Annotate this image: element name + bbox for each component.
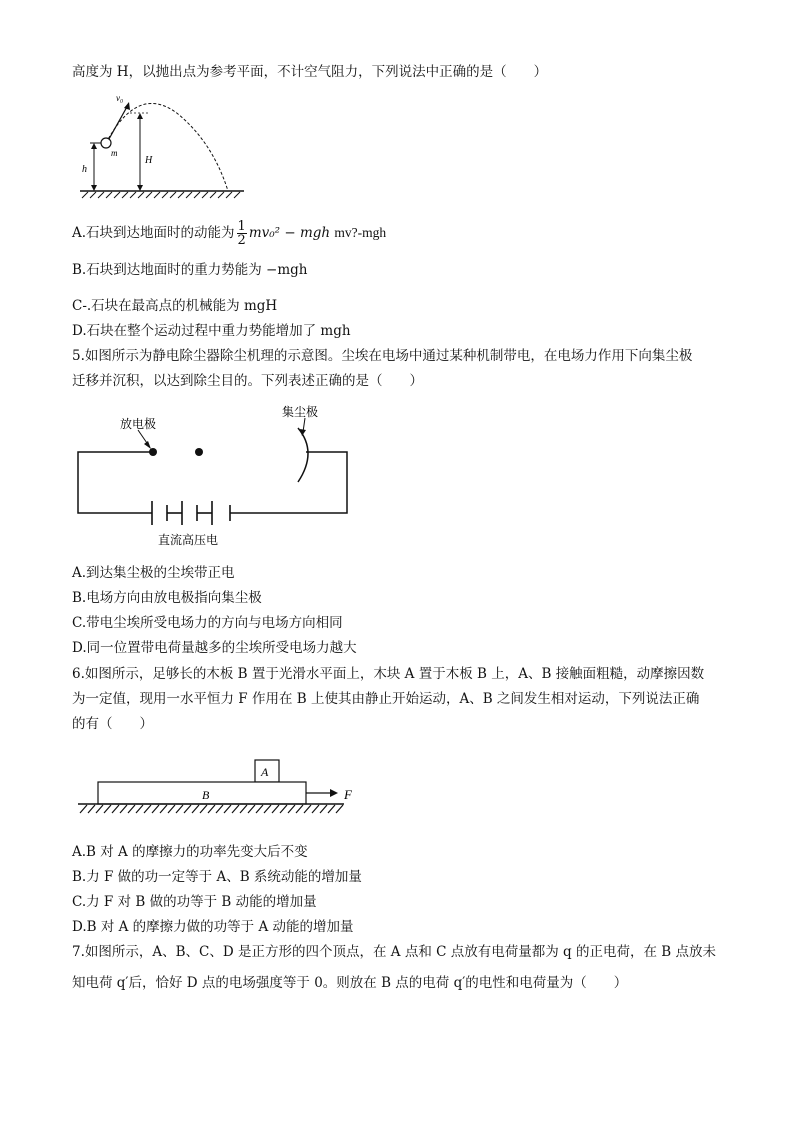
- q5-label-discharge-electrode: 放电极: [120, 417, 157, 431]
- q4-label-m: m: [111, 148, 118, 158]
- q5-option-b: B.电场方向由放电极指向集尘极: [72, 590, 262, 606]
- q4-option-b: B.石块到达地面时的重力势能为 −mgh: [72, 262, 308, 278]
- q6-option-a: A.B 对 A 的摩擦力的功率先变大后不变: [72, 844, 308, 860]
- q4-option-a-suffix: mv?-mgh: [334, 225, 387, 240]
- q7-stem-line-1: 7.如图所示，A、B、C、D 是正方形的四个顶点，在 A 点和 C 点放有电荷量都为 q 的正电荷，在 B 点放未: [72, 944, 716, 960]
- q6-option-c: C.力 F 对 B 做的功等于 B 动能的增加量: [72, 894, 317, 910]
- q4-label-H: H: [145, 155, 153, 166]
- q6-label-f: F: [344, 787, 352, 802]
- q4-label-h: h: [82, 164, 87, 175]
- q5-label-dc-high-voltage: 直流高压电: [158, 533, 219, 547]
- q6-stem-line-1: 6.如图所示，足够长的木板 B 置于光滑水平面上，木块 A 置于木板 B 上，A、B 接触面粗糙，动摩擦因数: [72, 666, 705, 682]
- q5-label-collector-electrode: 集尘极: [282, 405, 319, 419]
- q4-option-a-prefix: A.石块到达地面时的动能为: [72, 225, 235, 241]
- q4-option-d: D.石块在整个运动过程中重力势能增加了 mgh: [72, 323, 351, 339]
- q4-option-a-formula: mv₀² − mgh: [248, 225, 331, 241]
- q4-projectile-figure: [78, 88, 248, 200]
- q6-stem-line-2: 为一定值，现用一水平恒力 F 作用在 B 上使其由静止开始运动，A、B 之间发生相对运动，下列说法正确: [72, 691, 700, 707]
- q6-option-b: B.力 F 做的功一定等于 A、B 系统动能的增加量: [72, 869, 362, 885]
- q6-boards-figure: [74, 752, 364, 824]
- q6-label-a: A: [261, 765, 269, 779]
- q5-stem-line-2: 迁移并沉积，以达到除尘目的。下列表述正确的是（ ）: [72, 373, 423, 389]
- q4-option-a: [72, 220, 386, 247]
- q4-label-v0: v₀: [116, 93, 124, 103]
- q5-stem-line-1: 5.如图所示为静电除尘器除尘机理的示意图。尘埃在电场中通过某种机制带电，在电场力作用下向集尘极: [72, 348, 693, 364]
- q5-option-a: A.到达集尘极的尘埃带正电: [72, 565, 235, 581]
- q6-option-d: D.B 对 A 的摩擦力做的功等于 A 动能的增加量: [72, 919, 354, 935]
- q6-stem-line-3: 的有（ ）: [72, 716, 153, 732]
- fraction-denominator: 2: [237, 233, 246, 248]
- q4-option-a-fraction: [237, 220, 247, 247]
- q5-option-c: C.带电尘埃所受电场力的方向与电场方向相同: [72, 615, 343, 631]
- q4-option-c: C-.石块在最高点的机械能为 mgH: [72, 298, 278, 314]
- q7-stem-line-2: 知电荷 q′后，恰好 D 点的电场强度等于 0。则放在 B 点的电荷 q′的电性和电荷量为（ ）: [72, 975, 628, 991]
- q4-stem-line: 高度为 H，以抛出点为参考平面，不计空气阻力，下列说法中正确的是（ ）: [72, 64, 548, 80]
- q5-option-d: D.同一位置带电荷量越多的尘埃所受电场力越大: [72, 640, 357, 656]
- fraction-numerator: 1: [237, 219, 246, 234]
- q6-label-b: B: [202, 788, 210, 802]
- q5-electrostatic-precipitator-figure: [72, 398, 362, 554]
